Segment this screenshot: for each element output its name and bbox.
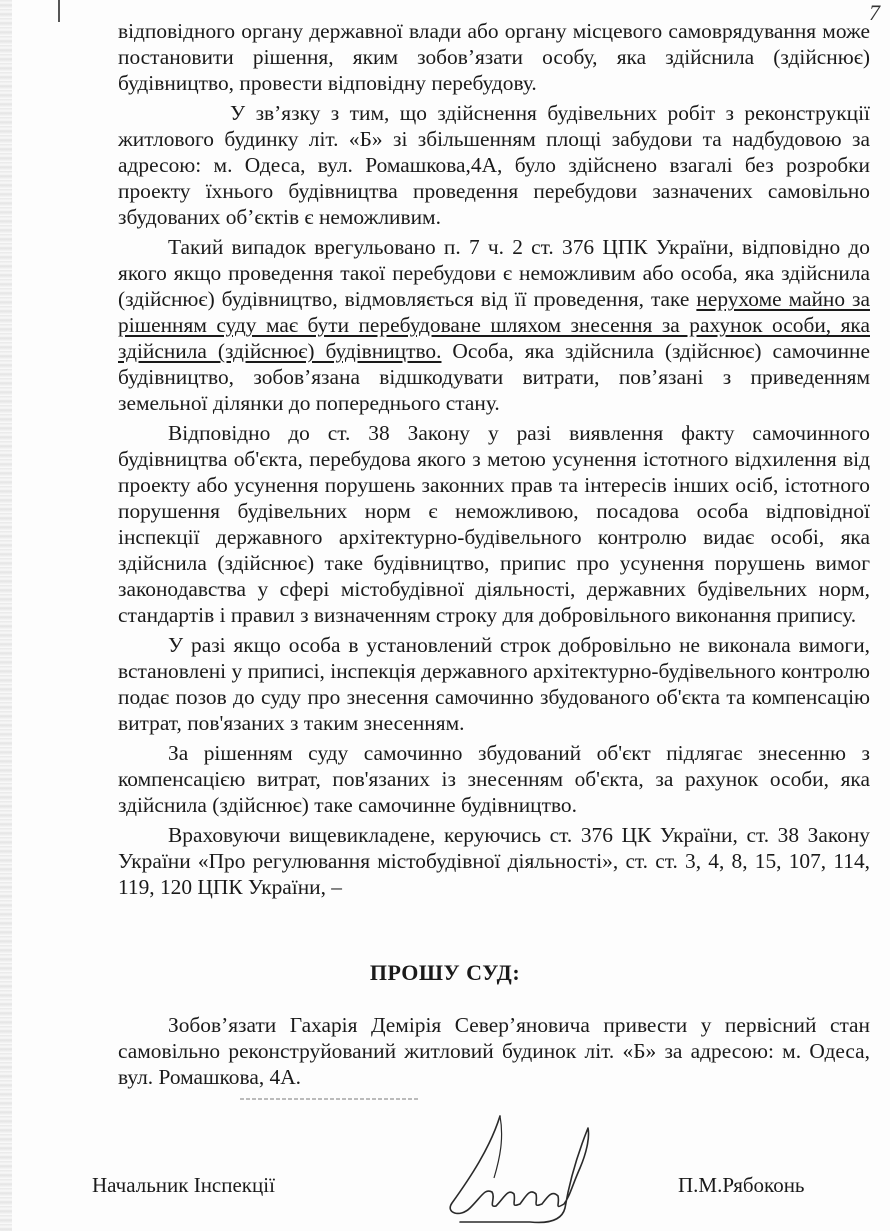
margin-mark xyxy=(58,0,60,22)
signer-name: П.М.Рябоконь xyxy=(678,1173,805,1197)
paragraph-4: Відповідно до ст. 38 Закону у разі виявлення факту самочинного будівництва об'єкта, перебудова якого з метою усунення істотного відхилення від проекту або усунення порушень законних прав та інтересів інших осіб, істотного порушення будівельних норм є неможливою, посадова особа відповідної інспекції державного архітектурно-будівельного контролю видає особі, яка здійснила (здійснює) таке будівництво, припис про усунення порушень вимог законодавства у сфері містобудівної діяльності, державних будівельних норм, стандартів і правил з визначенням строку для добровільного виконання припису. xyxy=(118,421,870,627)
paragraph-6: За рішенням суду самочинно збудований об'єкт підлягає знесенню з компенсацією витрат, пов'язаних із знесенням об'єкта, за рахунок особи, яка здійснила (здійснює) таке самочинне будівництво. xyxy=(118,741,870,817)
scan-edge xyxy=(0,0,12,1231)
paragraph-2: У зв’язку з тим, що здійснення будівельних робіт з реконструкції житлового будинку літ. «Б» зі збільшенням площі забудови та надбудовою за адресою: м. Одеса, вул. Ромашкова,4А, було здійснено взагалі без розробки проекту їхнього будівництва проведення перебудови зазначених самовільно збудованих об’єктів є неможливим. xyxy=(118,101,870,229)
paragraph-3-start: Такий випадок врегульовано п. 7 ч. 2 ст. 376 ЦПК України, відповідно до якого якщо проведення такої перебудови є неможливим або особа, яка здійснила (здійснює) будівництво, відмовляється від її проведення, таке xyxy=(118,235,870,311)
page-number: 7 xyxy=(869,0,880,25)
request-paragraph: Зобов’язати Гахарія Демірія Север’яновича привести у первісний стан самовільно реконструйований житловий будинок літ. «Б» за адресою: м. Одеса, вул. Ромашкова, 4А. xyxy=(118,1013,870,1089)
scan-line xyxy=(240,1098,420,1100)
signer-position: Начальник Інспекції xyxy=(92,1173,275,1197)
paragraph-5: У разі якщо особа в установлений строк добровільно не виконала вимоги, встановлені у приписі, інспекція державного архітектурно-будівельного контролю подає позов до суду про знесення самочинно збудованого об'єкта та компенсацію витрат, пов'язаних з таким знесенням. xyxy=(118,633,870,735)
paragraph-1: відповідного органу державної влади або органу місцевого самоврядування може постановити рішення, яким зобов’язати особу, яка здійснила (здійснює) будівництво, провести відповідну перебудову. xyxy=(118,19,870,95)
paragraph-7: Враховуючи вищевикладене, керуючись ст. 376 ЦК України, ст. 38 Закону України «Про регулювання містобудівної діяльності», ст. ст. 3, 4, 8, 15, 107, 114, 119, 120 ЦПК України, – xyxy=(118,823,870,899)
paragraph-3-underlined: нерухоме майно за рішенням суду має бути перебудоване шляхом знесення за рахунок особи, яка здійснила (здійснює) будівництво. xyxy=(118,287,870,363)
handwritten-signature xyxy=(430,1108,600,1228)
body-block-1 xyxy=(118,18,870,900)
paragraph-3-end: Особа, яка здійснила (здійснює) самочинне будівництво, зобов’язана відшкодувати витрати, пов’язані з приведенням земельної ділянки до попереднього стану. xyxy=(118,339,871,415)
request-block xyxy=(118,1012,870,1090)
request-heading: ПРОШУ СУД: xyxy=(369,960,521,985)
paragraph-3 xyxy=(118,234,870,416)
